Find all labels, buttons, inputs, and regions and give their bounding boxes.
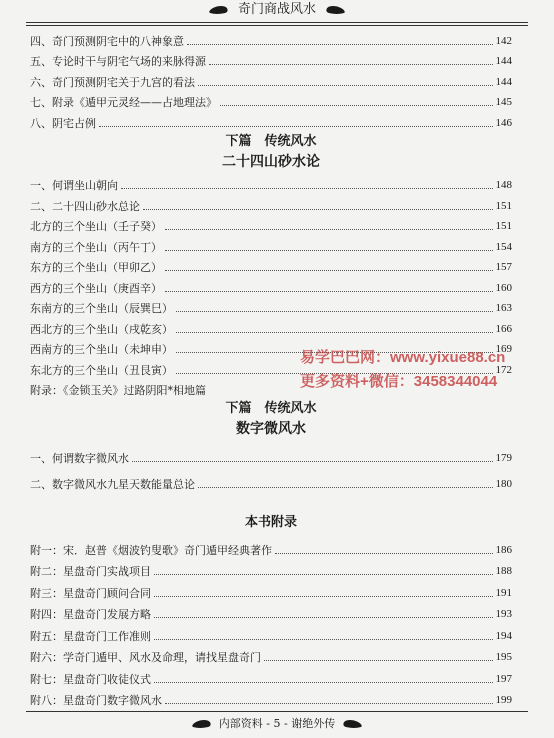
bird-ornament-icon — [208, 6, 230, 14]
bird-ornament-icon — [324, 6, 346, 14]
toc-entry-page: 151 — [495, 220, 512, 232]
toc-entry-title: 西南方的三个坐山（未坤申） — [30, 343, 173, 356]
spacer — [30, 492, 512, 510]
leader-dots — [154, 616, 493, 618]
toc-entry-title: 二、数字微风水九星天数能量总论 — [30, 478, 195, 491]
toc-entry-page: 166 — [495, 322, 512, 335]
toc-entry-page: 160 — [495, 281, 512, 294]
toc-entry[interactable] — [30, 644, 512, 666]
toc-entry-title: 附一：宋．赵普《烟波钓叟歌》奇门遁甲经典著作 — [30, 543, 272, 557]
toc-entry-title: 附六：学奇门遁甲、风水及命理，请找星盘奇门 — [30, 651, 261, 664]
leader-dots — [176, 310, 493, 312]
toc-entry-title: 七、附录《遁甲元灵经——占地理法》 — [30, 96, 217, 109]
toc-entry-title: 东北方的三个坐山（丑艮寅） — [30, 363, 173, 377]
toc-entry[interactable] — [30, 28, 512, 49]
toc-entry[interactable] — [30, 665, 512, 687]
toc-entry[interactable] — [30, 579, 512, 601]
leader-dots — [165, 269, 493, 271]
toc-entry-page: 157 — [495, 261, 512, 273]
toc-entry-page: 169 — [495, 343, 512, 355]
toc-entry-title: 北方的三个坐山（壬子癸） — [30, 220, 162, 233]
toc-entry[interactable] — [30, 255, 512, 276]
leader-dots — [165, 290, 493, 292]
toc-entry-page: 144 — [495, 55, 512, 67]
leader-dots — [154, 573, 493, 575]
toc-entry[interactable] — [30, 234, 512, 255]
toc-entry-page: 193 — [495, 608, 512, 620]
leader-dots — [165, 228, 493, 230]
section-heading: 本书附录 — [244, 515, 297, 530]
toc-entry-page: 148 — [495, 179, 512, 191]
leader-dots — [198, 486, 493, 488]
leader-dots — [209, 63, 493, 65]
leader-dots — [121, 187, 493, 189]
leader-dots — [176, 331, 493, 333]
toc-entry[interactable] — [30, 275, 512, 296]
toc-entry-title: 附四：星盘奇门发展方略 — [30, 608, 151, 621]
toc-entry[interactable] — [30, 466, 512, 492]
toc-entry-title: 西方的三个坐山（庚酉辛） — [30, 281, 162, 295]
toc-entry-page: 179 — [495, 452, 512, 464]
toc-entry-page: 191 — [495, 586, 512, 599]
toc-entry[interactable] — [30, 687, 512, 709]
toc-entry-title: 附七：星盘奇门收徒仪式 — [30, 672, 151, 686]
toc-entry-page: 163 — [495, 302, 512, 314]
toc-entry[interactable] — [30, 49, 512, 70]
section-subheading: 数字微风水 — [236, 421, 306, 437]
toc-entry-page: 186 — [495, 543, 512, 556]
leader-dots — [154, 681, 493, 683]
toc-entry-title: 八、阴宅占例 — [30, 116, 96, 130]
toc-entry[interactable] — [30, 69, 512, 90]
toc-entry-title: 四、奇门预测阴宅中的八神象意 — [30, 34, 184, 48]
table-of-contents — [30, 28, 512, 708]
section-subheading: 二十四山砂水论 — [222, 153, 320, 170]
toc-entry-title: 附二：星盘奇门实战项目 — [30, 565, 151, 578]
toc-entry[interactable] — [30, 622, 512, 644]
toc-entry[interactable] — [30, 558, 512, 580]
toc-entry[interactable] — [30, 173, 512, 194]
toc-entry-page: 154 — [495, 240, 512, 253]
toc-entry-title: 西北方的三个坐山（戌乾亥） — [30, 322, 173, 336]
toc-entry-title: 南方的三个坐山（丙午丁） — [30, 240, 162, 254]
toc-entry-title: 东方的三个坐山（甲卯乙） — [30, 261, 162, 274]
page-header — [0, 0, 554, 22]
toc-entry[interactable] — [30, 296, 512, 317]
toc-entry-title: 五、专论时干与阴宅气场的来脉得源 — [30, 55, 206, 68]
toc-entry[interactable] — [30, 110, 512, 131]
toc-entry-page: 172 — [495, 363, 512, 376]
watermark-line-2: 更多资料+微信：3458344044 — [300, 373, 498, 390]
section-heading: 下篇 传统风水 — [225, 133, 317, 149]
toc-entry[interactable] — [30, 90, 512, 111]
leader-dots — [209, 393, 509, 394]
toc-entry[interactable] — [30, 440, 512, 466]
header-title: 奇门商战风水 — [237, 2, 316, 17]
watermark-line-1: 易学巴巴网：www.yixue88.cn — [300, 349, 506, 366]
toc-entry-page: 188 — [495, 565, 512, 577]
leader-dots — [132, 460, 493, 462]
toc-entry[interactable] — [30, 316, 512, 337]
toc-entry-title: 六、奇门预测阴宅关于九宫的看法 — [30, 75, 195, 89]
leader-dots — [165, 702, 493, 704]
leader-dots — [198, 84, 493, 86]
toc-entry-title: 东南方的三个坐山（辰巽巳） — [30, 302, 173, 315]
leader-dots — [220, 104, 493, 106]
bird-ornament-icon — [341, 720, 363, 728]
header-rule — [26, 22, 528, 23]
toc-entry-page: 151 — [495, 199, 512, 212]
toc-entry[interactable] — [30, 193, 512, 214]
toc-entry-title: 一、何谓坐山朝向 — [30, 179, 118, 192]
leader-dots — [264, 659, 493, 661]
leader-dots — [154, 638, 493, 640]
leader-dots — [275, 552, 493, 554]
toc-entry[interactable] — [30, 214, 512, 235]
leader-dots — [154, 595, 493, 597]
toc-entry-title: 附三：星盘奇门顾问合同 — [30, 586, 151, 600]
toc-section — [30, 398, 512, 492]
toc-entry-title: 附八：星盘奇门数字微风水 — [30, 694, 162, 707]
toc-section — [30, 28, 512, 131]
toc-entry-page: 199 — [495, 694, 512, 706]
header-rule — [26, 25, 528, 26]
footer-text: 内部资料 - 5 - 谢绝外传 — [218, 717, 336, 730]
leader-dots — [165, 249, 493, 251]
toc-entry[interactable] — [30, 601, 512, 623]
toc-entry-page: 197 — [495, 672, 512, 685]
leader-dots — [143, 208, 493, 210]
toc-entry-page: 180 — [495, 478, 512, 490]
toc-entry[interactable] — [30, 536, 512, 558]
toc-entry-title: 附五：星盘奇门工作准则 — [30, 629, 151, 643]
toc-entry-page: 195 — [495, 651, 512, 663]
toc-entry-page: 194 — [495, 629, 512, 642]
toc-entry-page: 145 — [495, 96, 512, 108]
toc-entry-page: 144 — [495, 75, 512, 88]
section-heading: 下篇 传统风水 — [225, 401, 317, 416]
page-footer — [0, 712, 554, 738]
leader-dots — [187, 43, 493, 45]
toc-section — [30, 510, 512, 708]
toc-entry-title: 附录：《金锁玉关》过路阴阳*相地篇 — [30, 384, 206, 397]
toc-entry-title: 一、何谓数字微风水 — [30, 452, 129, 465]
toc-entry-page: 142 — [495, 34, 512, 47]
leader-dots — [99, 125, 493, 127]
bird-ornament-icon — [191, 720, 213, 728]
toc-entry-title: 二、二十四山砂水总论 — [30, 199, 140, 213]
toc-entry-page: 146 — [495, 116, 512, 129]
